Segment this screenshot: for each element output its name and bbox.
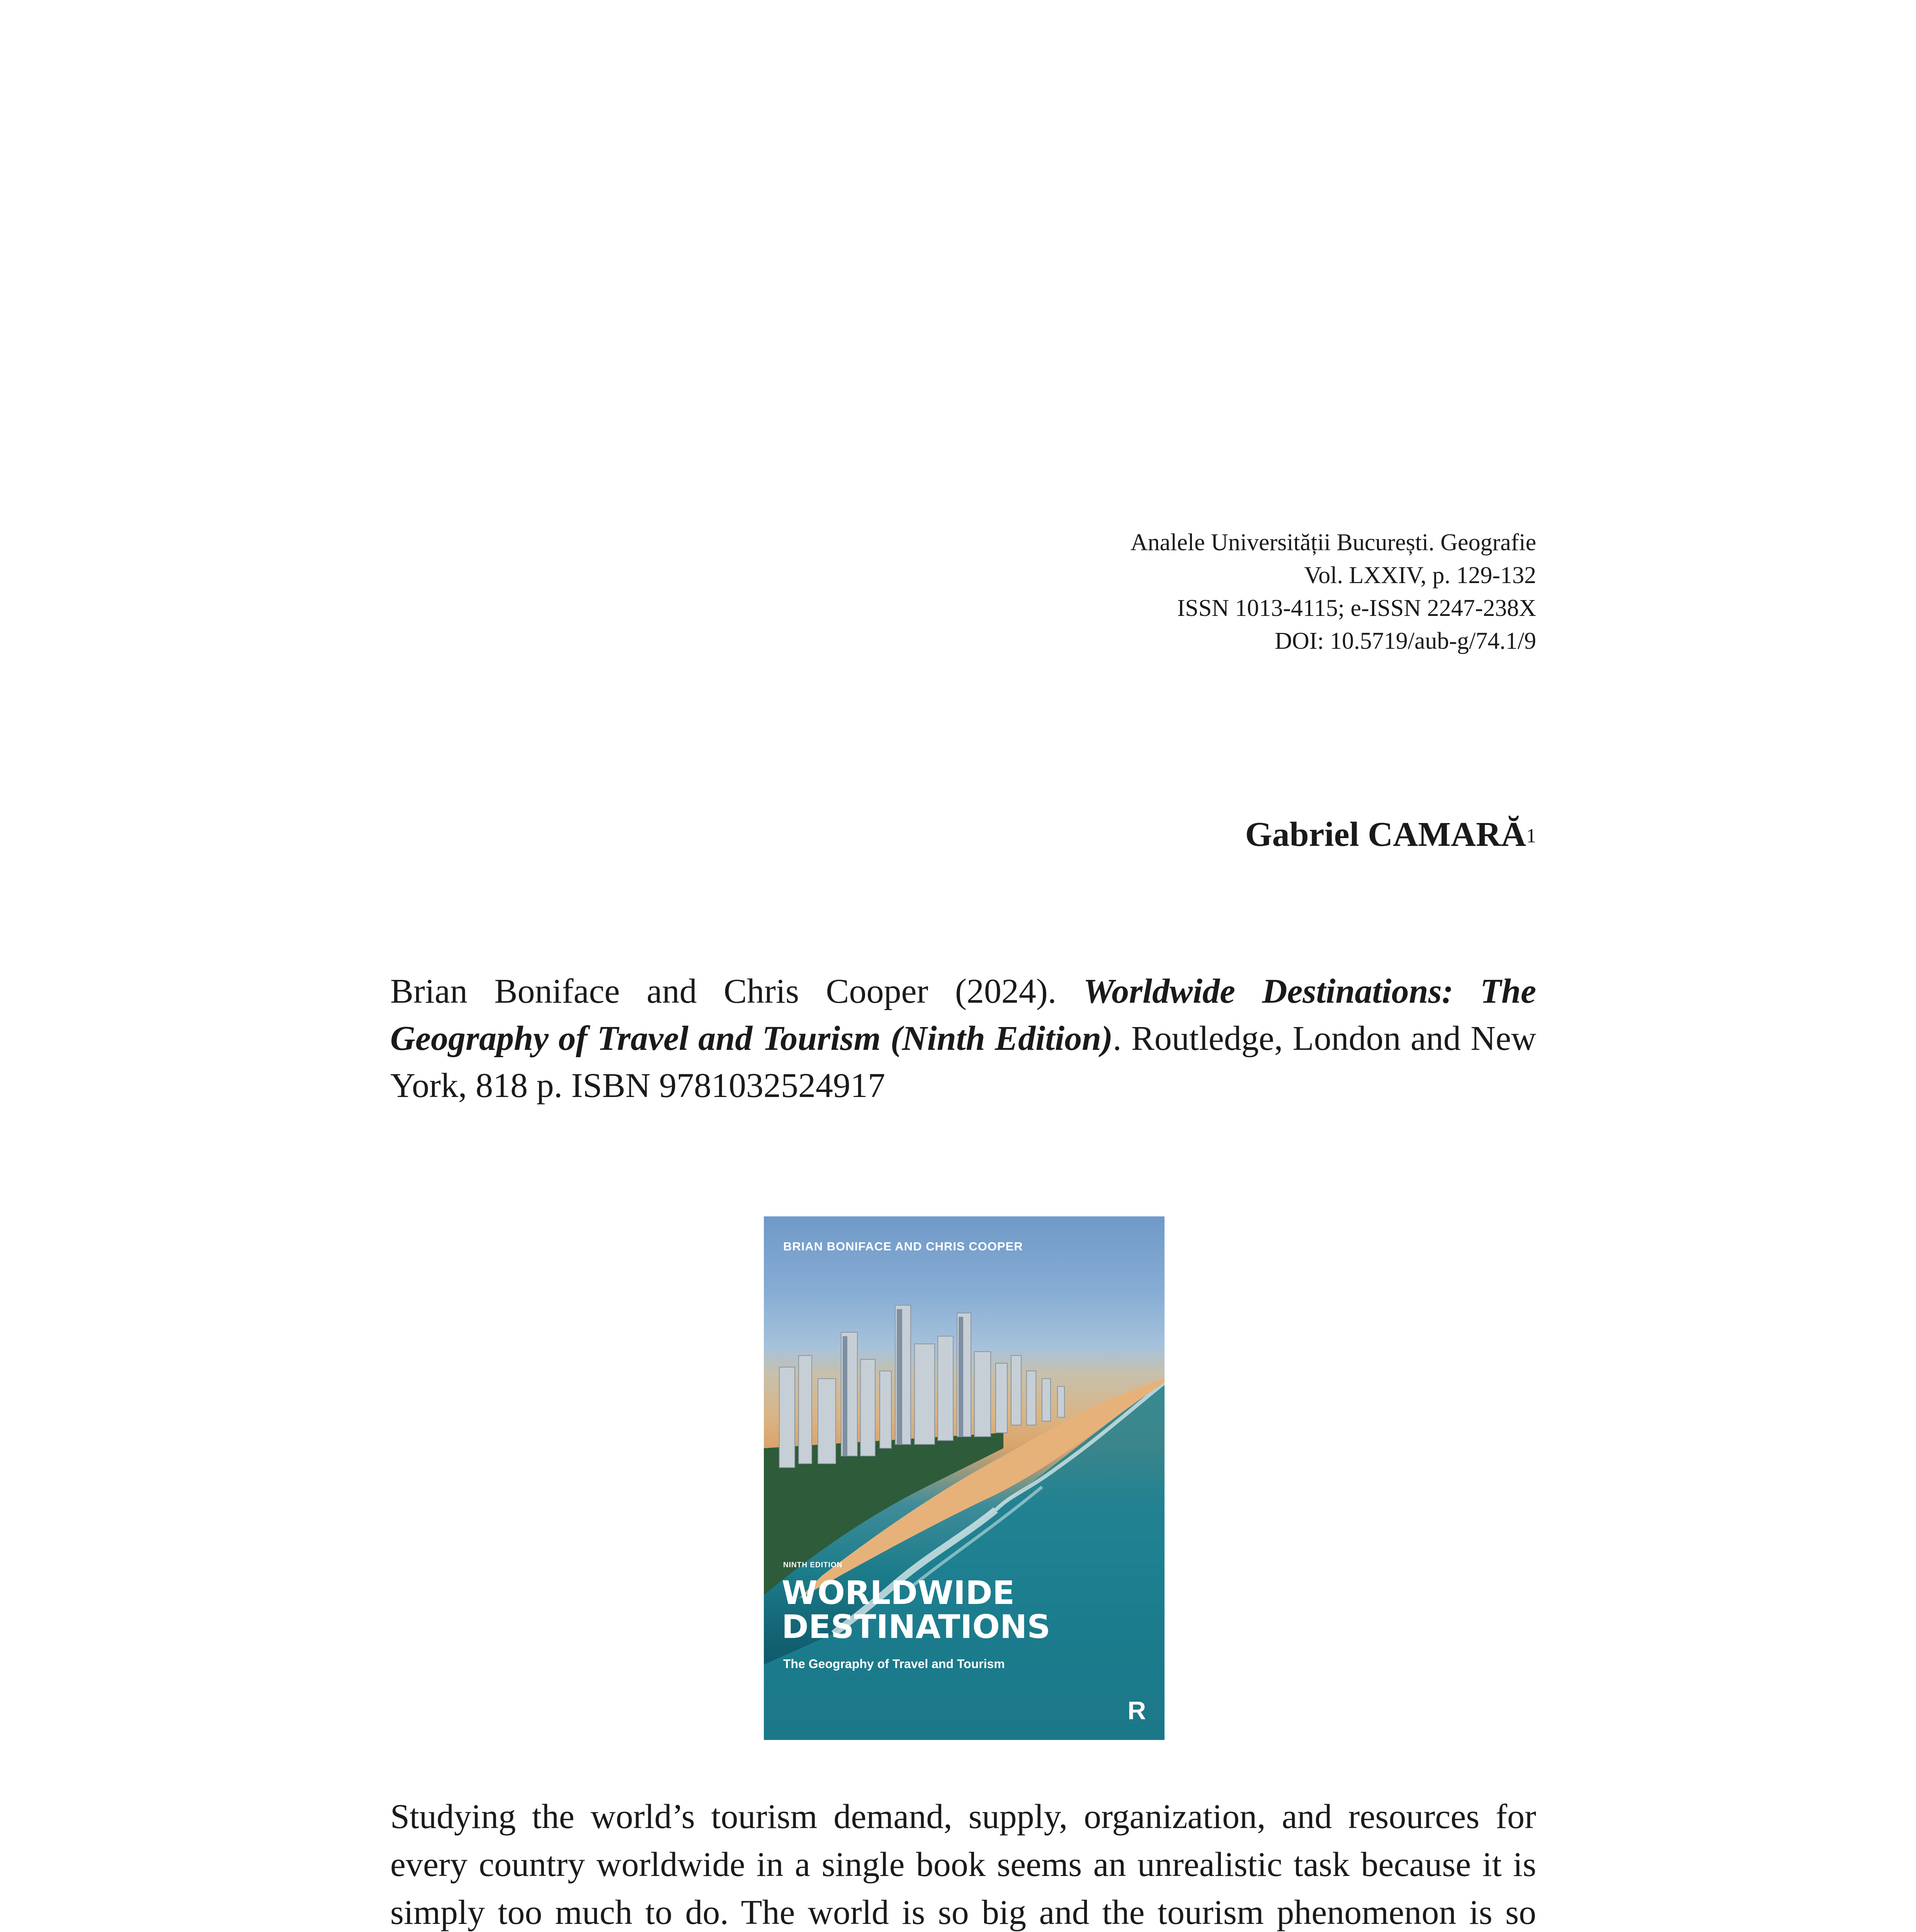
book-citation — [390, 968, 1536, 1109]
cover-subtitle: The Geography of Travel and Tourism — [783, 1657, 1005, 1671]
book-cover-image — [764, 1216, 1165, 1740]
journal-header — [841, 526, 1536, 658]
cover-title — [782, 1576, 1051, 1644]
cover-title-line1: WORLDWIDE — [782, 1574, 1015, 1612]
journal-doi: DOI: 10.5719/aub-g/74.1/9 — [1275, 628, 1536, 654]
citation-book-title: Worldwide Destinations: The Geography of Travel and Tourism (Ninth Edition) — [390, 972, 1537, 1058]
cover-title-line2: DESTINATIONS — [782, 1608, 1051, 1646]
author-name: Gabriel CAMARĂ — [1245, 815, 1526, 854]
journal-volume: Vol. LXXIV, p. 129-132 — [1304, 562, 1536, 588]
journal-name: Analele Universității București. Geografie — [1130, 529, 1536, 556]
cover-authors: BRIAN BONIFACE AND CHRIS COOPER — [783, 1240, 1023, 1253]
cover-edition: NINTH EDITION — [783, 1561, 843, 1569]
routledge-logo-icon: R — [1127, 1696, 1146, 1725]
author-line — [841, 811, 1536, 858]
journal-issn: ISSN 1013-4115; e-ISSN 2247-238X — [1177, 595, 1536, 621]
citation-publisher-info: . Routledge, London and New York, 818 p. ISBN 9781032524917 — [390, 1019, 1536, 1105]
citation-authors: Brian Boniface and Chris Cooper (2024). — [390, 972, 1057, 1010]
review-paragraph: Studying the world’s tourism demand, supply, organization, and resources for every country worldwide in a single book seems an unrealistic task because it is simply too much to do. The world is so big and the tourism phenomenon is so — [390, 1798, 1536, 1932]
author-footnote-mark: 1 — [1526, 825, 1536, 847]
